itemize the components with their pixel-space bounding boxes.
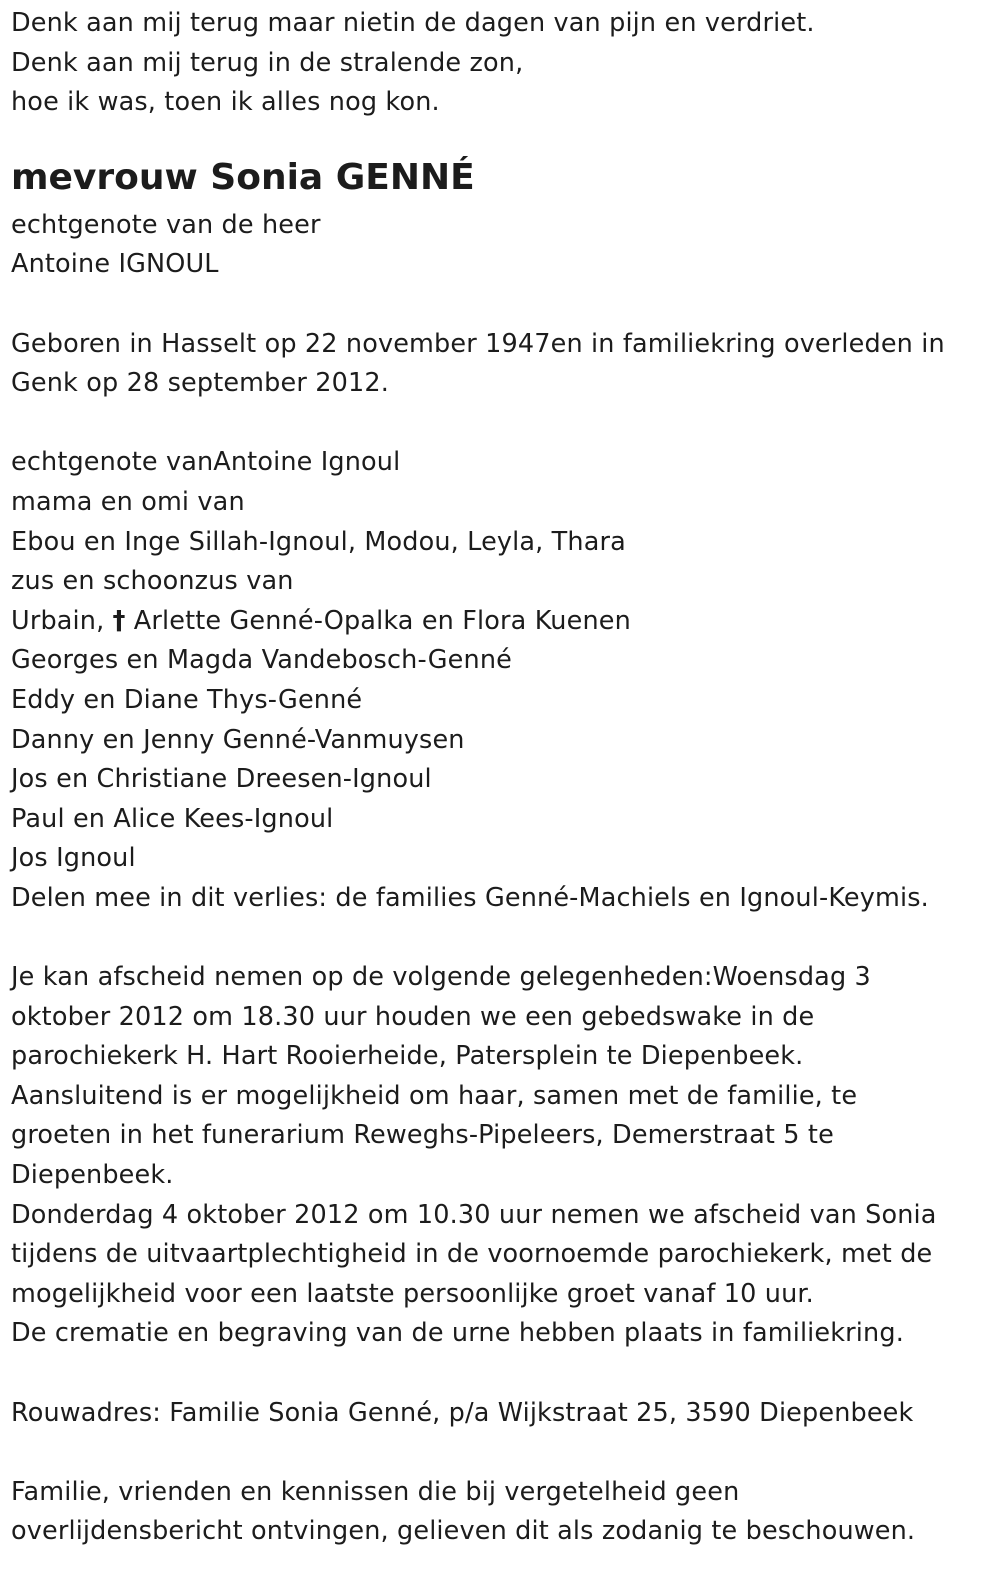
sibling-line: Georges en Magda Vandebosch-Genné bbox=[11, 645, 512, 676]
ceremony-line: De crematie en begraving van de urne hebben plaats in familiekring. bbox=[11, 1318, 904, 1349]
birth-death-block bbox=[11, 325, 975, 404]
closing-block bbox=[11, 1473, 975, 1552]
sibling-line: Paul en Alice Kees-Ignoul bbox=[11, 803, 334, 834]
poem-line: hoe ik was, toen ik alles nog kon. bbox=[11, 87, 440, 118]
spacer bbox=[11, 404, 975, 444]
ceremony-line: Donderdag 4 oktober 2012 om 10.30 uur nemen we afscheid van Sonia bbox=[11, 1199, 937, 1230]
cross-icon: † bbox=[112, 605, 126, 636]
family-block bbox=[11, 443, 975, 918]
spacer bbox=[11, 1354, 975, 1394]
sibling-deceased-rest: Arlette Genné-Opalka en Flora Kuenen bbox=[125, 605, 631, 636]
ceremony-line: Diepenbeek. bbox=[11, 1160, 174, 1191]
sibling-deceased-line bbox=[11, 602, 975, 642]
spacer bbox=[11, 285, 975, 325]
sibling-line: Jos Ignoul bbox=[11, 843, 136, 874]
children-intro: mama en omi van bbox=[11, 486, 245, 517]
sibling-deceased-prefix: Urbain, bbox=[11, 605, 113, 636]
sibling-line: Jos en Christiane Dreesen-Ignoul bbox=[11, 764, 432, 795]
poem-line: Denk aan mij terug in de stralende zon, bbox=[11, 47, 524, 78]
spacer bbox=[11, 918, 975, 958]
ceremony-line: Aansluitend is er mogelijkheid om haar, samen met de familie, te bbox=[11, 1080, 858, 1111]
closing-line: Familie, vrienden en kennissen die bij vergetelheid geen bbox=[11, 1476, 740, 1507]
sibling-line: Danny en Jenny Genné-Vanmuysen bbox=[11, 724, 465, 755]
ceremony-line: parochiekerk H. Hart Rooierheide, Patersplein te Diepenbeek. bbox=[11, 1041, 804, 1072]
poem bbox=[11, 4, 975, 123]
siblings-intro: zus en schoonzus van bbox=[11, 566, 294, 597]
poem-line: Denk aan mij terug maar nietin de dagen van pijn en verdriet. bbox=[11, 8, 815, 38]
spacer bbox=[11, 1433, 975, 1473]
spouse-line: Antoine IGNOUL bbox=[11, 249, 219, 280]
sibling-line: Eddy en Diane Thys-Genné bbox=[11, 684, 363, 715]
birth-death-line: Genk op 28 september 2012. bbox=[11, 368, 389, 399]
ceremony-line: tijdens de uitvaartplechtigheid in de voornoemde parochiekerk, met de bbox=[11, 1239, 933, 1270]
ceremony-line: Je kan afscheid nemen op de volgende gelegenheden:Woensdag 3 bbox=[11, 962, 871, 993]
ceremony-line: oktober 2012 om 18.30 uur houden we een gebedswake in de bbox=[11, 1001, 815, 1032]
ceremony-line: mogelijkheid voor een laatste persoonlijke groet vanaf 10 uur. bbox=[11, 1278, 814, 1309]
spouse-mention: echtgenote vanAntoine Ignoul bbox=[11, 447, 401, 478]
spouse-line: echtgenote van de heer bbox=[11, 209, 321, 240]
mourning-address: Rouwadres: Familie Sonia Genné, p/a Wijkstraat 25, 3590 Diepenbeek bbox=[11, 1397, 914, 1428]
children-list: Ebou en Inge Sillah-Ignoul, Modou, Leyla, Thara bbox=[11, 526, 626, 557]
closing-line: overlijdensbericht ontvingen, gelieven dit als zodanig te beschouwen. bbox=[11, 1516, 916, 1547]
ceremony-block bbox=[11, 958, 975, 1354]
birth-death-line: Geboren in Hasselt op 22 november 1947en in familiekring overleden in bbox=[11, 328, 945, 359]
shared-grief-line: Delen mee in dit verlies: de families Genné-Machiels en Ignoul-Keymis. bbox=[11, 882, 929, 913]
spouse-block bbox=[11, 206, 975, 285]
deceased-name: mevrouw Sonia GENNÉ bbox=[11, 156, 475, 198]
ceremony-line: groeten in het funerarium Reweghs-Pipeleers, Demerstraat 5 te bbox=[11, 1120, 834, 1151]
